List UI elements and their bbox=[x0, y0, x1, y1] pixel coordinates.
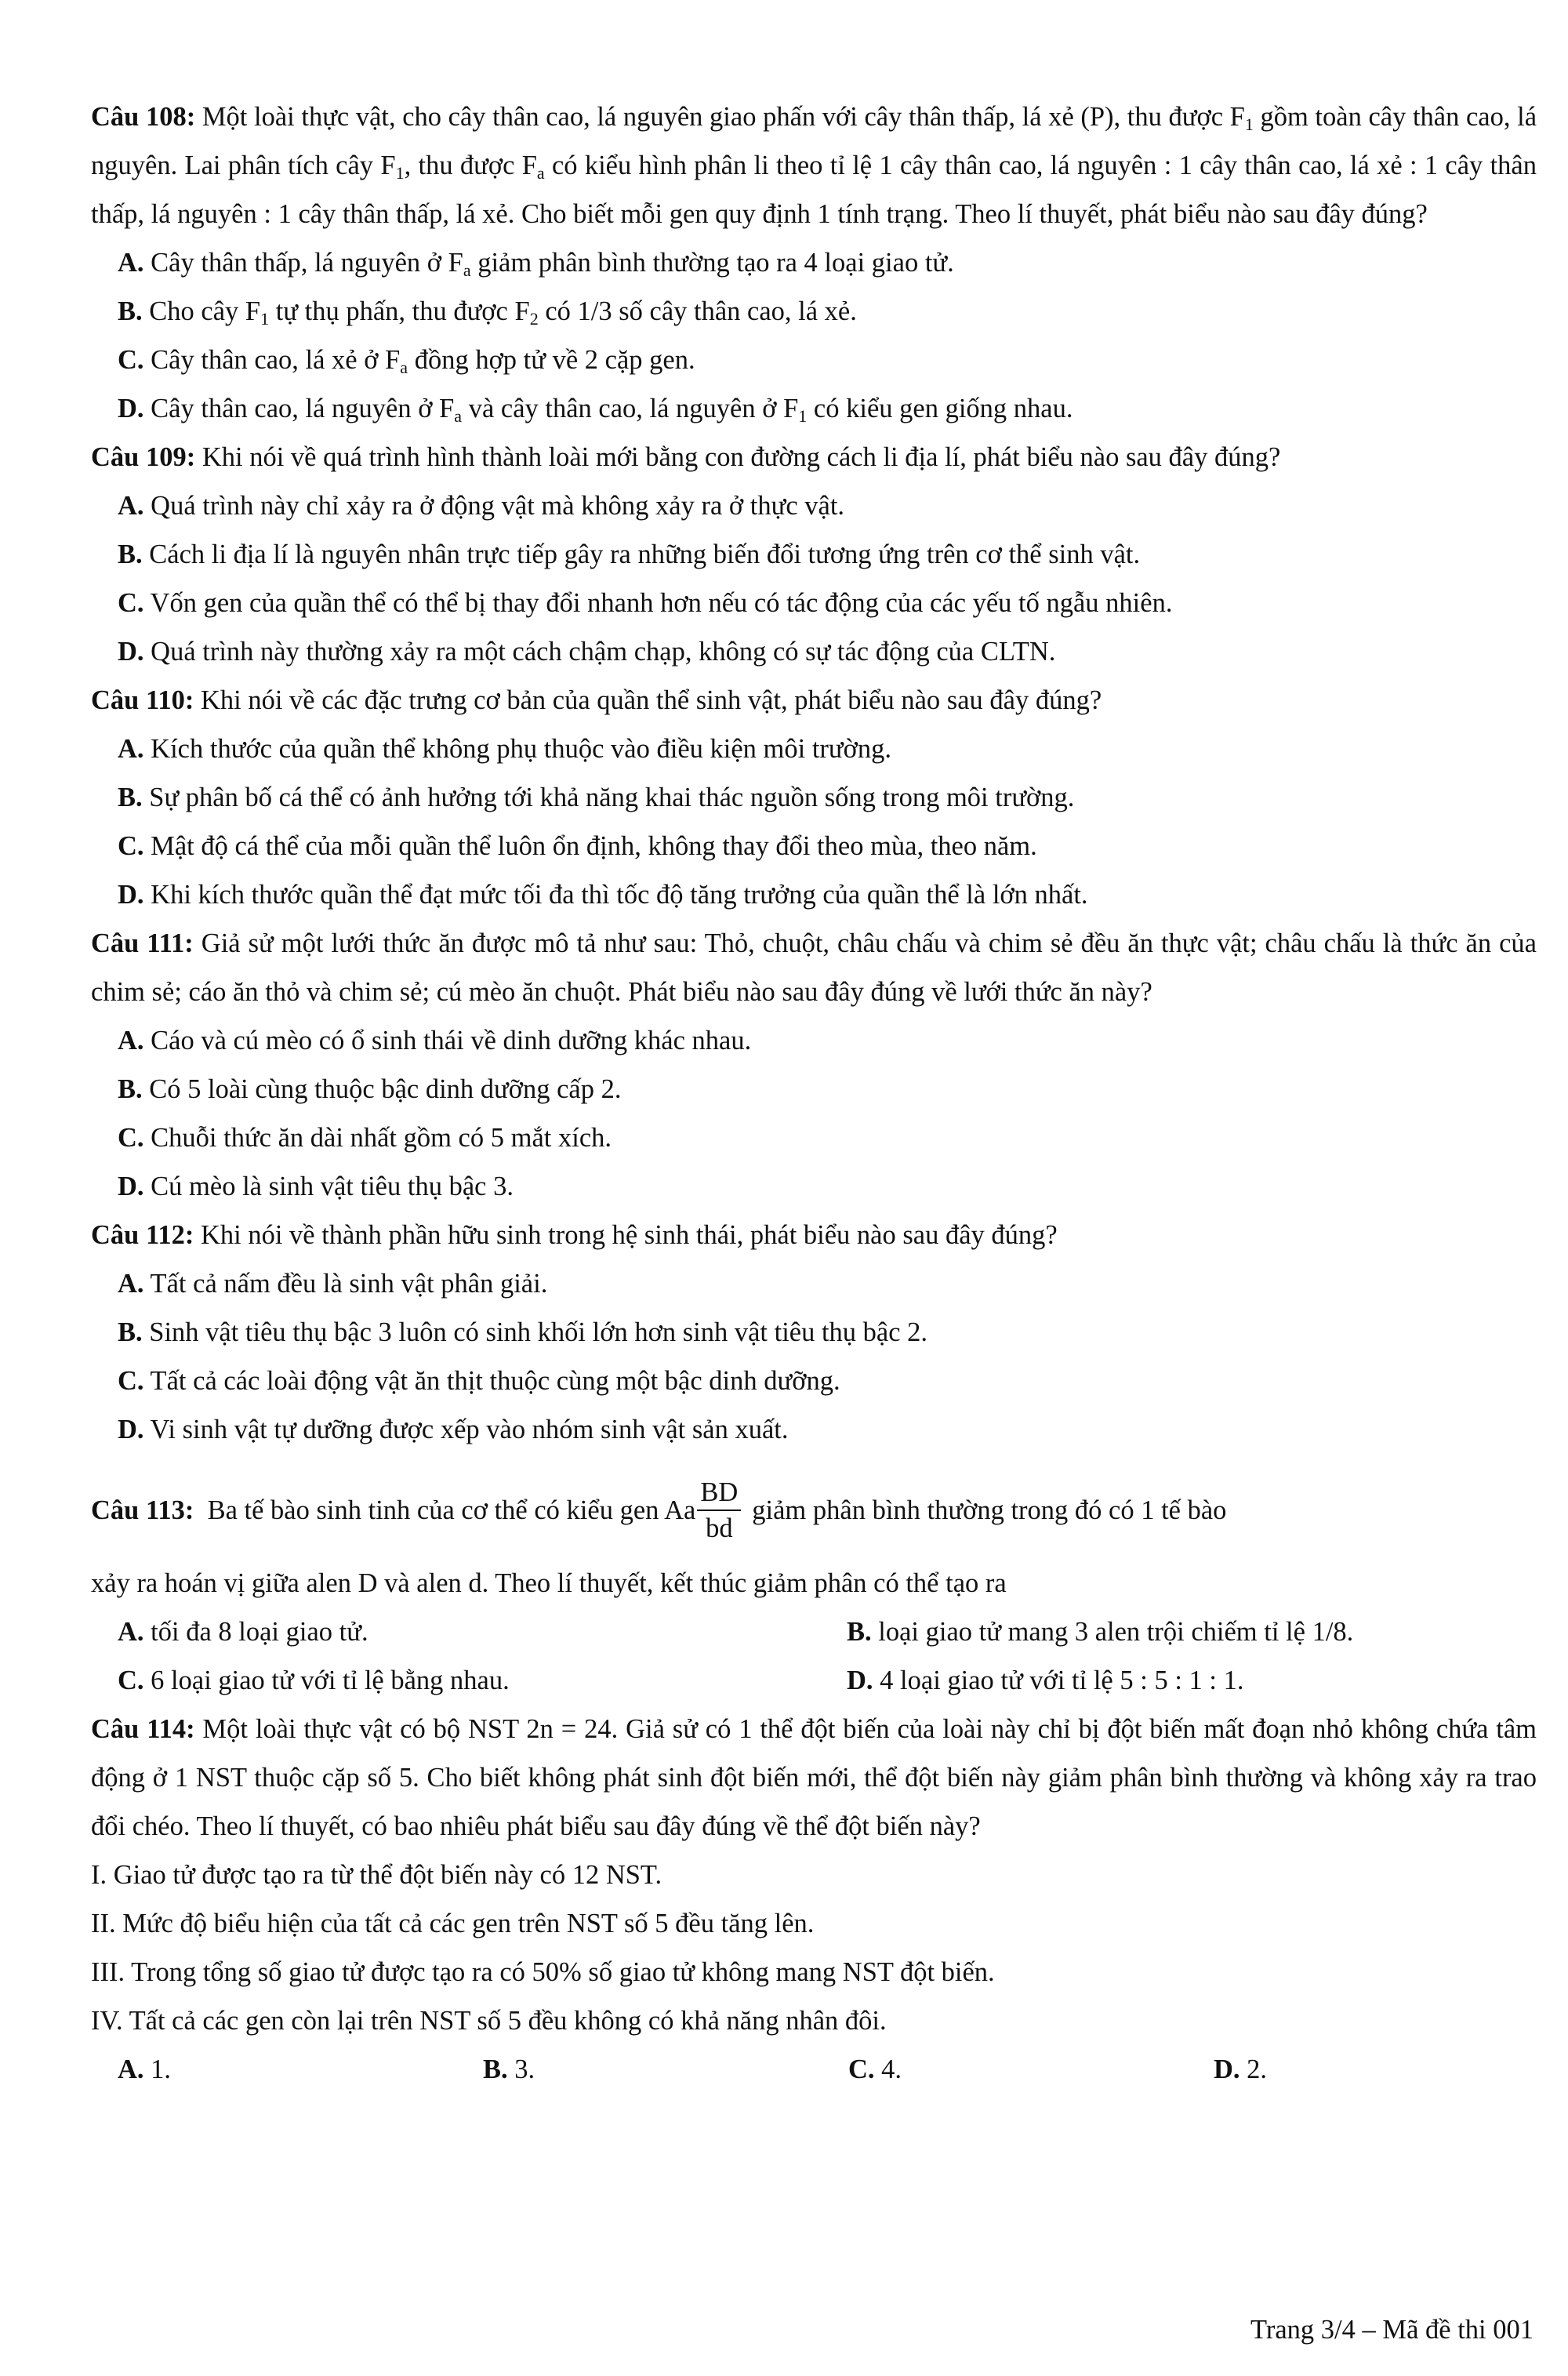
option-d: D. 4 loại giao tử với tỉ lệ 5 : 5 : 1 : 1. bbox=[847, 1666, 1244, 1695]
question-108 bbox=[91, 93, 1537, 433]
option-c: C. Tất cả các loài động vật ăn thịt thuộc cùng một bậc dinh dưỡng. bbox=[118, 1366, 840, 1396]
option-a: A. Quá trình này chỉ xảy ra ở động vật mà không xảy ra ở thực vật. bbox=[118, 491, 845, 521]
question-114-stem: Câu 114: Một loài thực vật có bộ NST 2n = 24. Giả sử có 1 thể đột biến của loài này chỉ bị đột biến mất đoạn nhỏ không chứa tâm động ở 1 NST thuộc cặp số 5. Cho biết không phát sinh đột biến mới, thể đột biến này giảm phân bình thường và không xảy ra trao đổi chéo. Theo lí thuyết, có bao nhiêu phát biểu sau đây đúng về thể đột biến này? bbox=[91, 1714, 1537, 1841]
page-footer: Trang 3/4 – Mã đề thi 001 bbox=[1250, 2315, 1534, 2345]
question-111-stem: Câu 111: Giả sử một lưới thức ăn được mô tả như sau: Thỏ, chuột, châu chấu và chim sẻ đều ăn thực vật; châu chấu là thức ăn của chim sẻ; cáo ăn thỏ và chim sẻ; cú mèo ăn chuột. Phát biểu nào sau đây đúng về lưới thức ăn này? bbox=[91, 928, 1537, 1007]
question-label: Câu 111: bbox=[91, 928, 194, 958]
option-b: B. Cho cây $F_1$ tự thụ phấn, thu được $F_2$ có 1/3 số cây thân cao, lá xẻ. bbox=[118, 296, 857, 329]
option-c: C. Mật độ cá thể của mỗi quần thể luôn ổn định, không thay đổi theo mùa, theo năm. bbox=[118, 831, 1037, 861]
option-a: A. Tất cả nấm đều là sinh vật phân giải. bbox=[118, 1269, 548, 1299]
question-label: Câu 113: bbox=[91, 1495, 194, 1525]
question-108-stem: Câu 108: Một loài thực vật, cho cây thân cao, lá nguyên giao phấn với cây thân thấp, lá xẻ (P), thu được $F_1$ gồm toàn cây thân cao, lá nguyên. Lai phân tích cây $F_1$, thu được $F_a$ có kiểu hình phân li theo tỉ lệ 1 cây thân cao, lá nguyên : 1 cây thân cao, lá xẻ : 1 cây thân thấp, lá nguyên : 1 cây thân thấp, lá xẻ. Cho biết mỗi gen quy định 1 tính trạng. Theo lí thuyết, phát biểu nào sau đây đúng? bbox=[91, 102, 1537, 229]
question-label: Câu 109: bbox=[91, 442, 196, 472]
option-d: D. Cú mèo là sinh vật tiêu thụ bậc 3. bbox=[118, 1172, 514, 1201]
option-c: C. Chuỗi thức ăn dài nhất gồm có 5 mắt xích. bbox=[118, 1123, 612, 1153]
question-label: Câu 114: bbox=[91, 1714, 195, 1744]
question-label: Câu 108: bbox=[91, 102, 196, 132]
question-113-stem: Câu 113: Ba tế bào sinh tinh của cơ thể có kiểu gen Aa $\frac{BD}{bd}$ giảm phân bình thường trong đó có 1 tế bào bbox=[91, 1462, 1537, 1559]
option-a: A. Kích thước của quần thể không phụ thuộc vào điều kiện môi trường. bbox=[118, 734, 891, 764]
options-grid bbox=[118, 2045, 1537, 2094]
statement-1: I. Giao tử được tạo ra từ thể đột biến này có 12 NST. bbox=[91, 1860, 662, 1890]
option-b: B. 3. bbox=[483, 2054, 535, 2084]
question-113 bbox=[91, 1462, 1537, 1705]
option-b: B. Có 5 loài cùng thuộc bậc dinh dưỡng cấp 2. bbox=[118, 1074, 622, 1104]
option-c: C. 4. bbox=[848, 2054, 902, 2084]
question-113-stem-cont: xảy ra hoán vị giữa alen D và alen d. Theo lí thuyết, kết thúc giảm phân có thể tạo ra bbox=[91, 1568, 1007, 1598]
option-d: D. Khi kích thước quần thể đạt mức tối đa thì tốc độ tăng trưởng của quần thể là lớn nhất. bbox=[118, 880, 1088, 910]
option-d: D. Cây thân cao, lá nguyên ở $F_a$ và cây thân cao, lá nguyên ở $F_1$ có kiểu gen giống nhau. bbox=[118, 394, 1073, 426]
option-a: A. Cây thân thấp, lá nguyên ở $F_a$ giảm phân bình thường tạo ra 4 loại giao tử. bbox=[118, 248, 954, 280]
question-112 bbox=[91, 1211, 1537, 1454]
option-d: D. 2. bbox=[1214, 2054, 1268, 2084]
question-114 bbox=[91, 1705, 1537, 2094]
question-109 bbox=[91, 433, 1537, 676]
options-grid bbox=[118, 1608, 1537, 1705]
question-110 bbox=[91, 676, 1537, 919]
question-112-stem: Câu 112: Khi nói về thành phần hữu sinh trong hệ sinh thái, phát biểu nào sau đây đúng? bbox=[91, 1220, 1058, 1250]
option-b: B. Sự phân bố cá thể có ảnh hưởng tới khả năng khai thác nguồn sống trong môi trường. bbox=[118, 783, 1075, 812]
option-b: B. Sinh vật tiêu thụ bậc 3 luôn có sinh khối lớn hơn sinh vật tiêu thụ bậc 2. bbox=[118, 1317, 928, 1347]
option-c: C. 6 loại giao tử với tỉ lệ bằng nhau. bbox=[118, 1666, 510, 1695]
genotype-fraction: $\frac{BD}{bd}$ bbox=[697, 1475, 741, 1546]
statement-2: II. Mức độ biểu hiện của tất cả các gen trên NST số 5 đều tăng lên. bbox=[91, 1909, 815, 1938]
option-d: D. Quá trình này thường xảy ra một cách chậm chạp, không có sự tác động của CLTN. bbox=[118, 637, 1056, 667]
statement-3: III. Trong tổng số giao tử được tạo ra có 50% số giao tử không mang NST đột biến. bbox=[91, 1957, 995, 1987]
question-110-stem: Câu 110: Khi nói về các đặc trưng cơ bản của quần thể sinh vật, phát biểu nào sau đây đúng? bbox=[91, 685, 1102, 715]
option-b: B. loại giao tử mang 3 alen trội chiếm tỉ lệ 1/8. bbox=[847, 1617, 1354, 1647]
question-111 bbox=[91, 919, 1537, 1211]
option-d: D. Vi sinh vật tự dưỡng được xếp vào nhóm sinh vật sản xuất. bbox=[118, 1415, 789, 1444]
statement-4: IV. Tất cả các gen còn lại trên NST số 5 đều không có khả năng nhân đôi. bbox=[91, 2006, 887, 2036]
question-label: Câu 110: bbox=[91, 685, 194, 715]
option-a: A. Cáo và cú mèo có ổ sinh thái về dinh dưỡng khác nhau. bbox=[118, 1026, 752, 1055]
question-109-stem: Câu 109: Khi nói về quá trình hình thành loài mới bằng con đường cách li địa lí, phát biểu nào sau đây đúng? bbox=[91, 442, 1281, 472]
option-a: A. 1. bbox=[118, 2054, 172, 2084]
option-c: C. Cây thân cao, lá xẻ ở $F_a$ đồng hợp tử về 2 cặp gen. bbox=[118, 345, 695, 377]
option-c: C. Vốn gen của quần thể có thể bị thay đổi nhanh hơn nếu có tác động của các yếu tố ngẫu nhiên. bbox=[118, 588, 1173, 618]
option-a: A. tối đa 8 loại giao tử. bbox=[118, 1617, 368, 1647]
question-label: Câu 112: bbox=[91, 1220, 194, 1250]
option-b: B. Cách li địa lí là nguyên nhân trực tiếp gây ra những biến đổi tương ứng trên cơ thể sinh vật. bbox=[118, 540, 1141, 569]
